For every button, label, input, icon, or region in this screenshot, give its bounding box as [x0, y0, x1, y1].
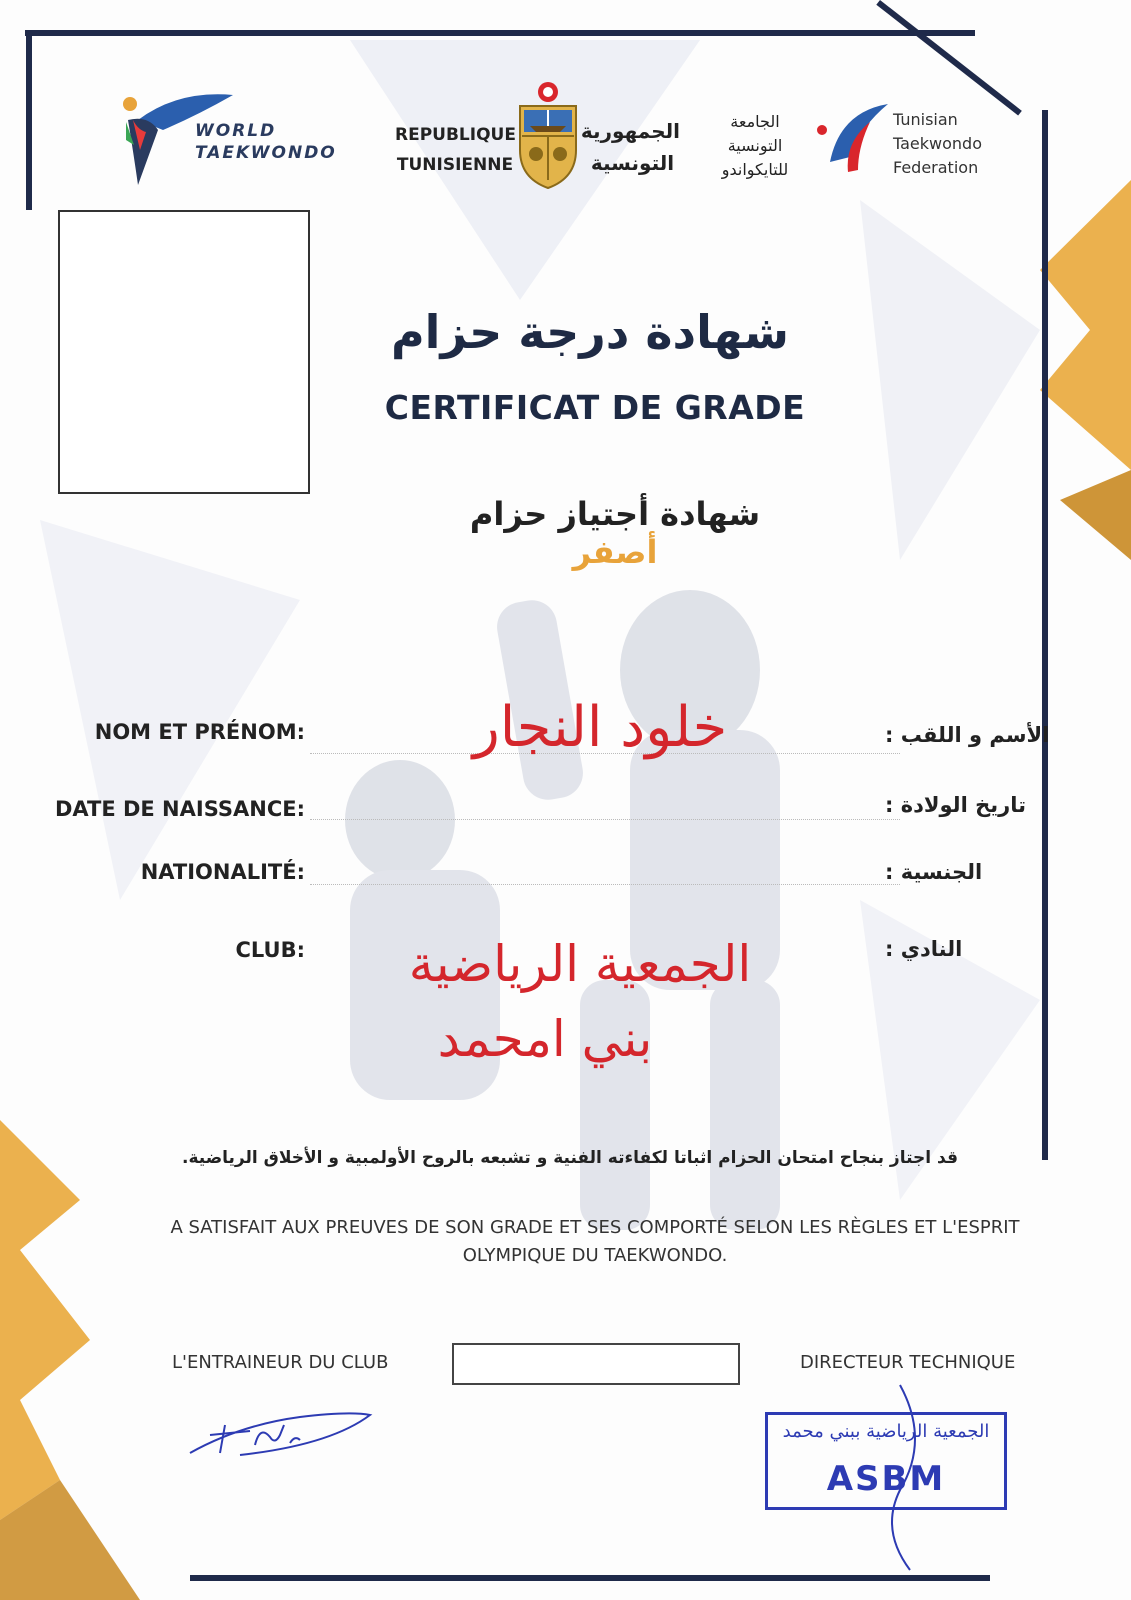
- frame-line-left: [26, 30, 32, 210]
- federation-ar: [700, 110, 810, 182]
- label-nationality-fr: NATIONALITÉ:: [140, 860, 305, 884]
- stamp-ar-text: الجمعية الرياضية ببني محمد: [782, 1421, 990, 1442]
- republic-fr-line-2: TUNISIENNE: [396, 155, 514, 175]
- coach-handwritten-signature: [180, 1395, 380, 1465]
- title-fr: CERTIFICAT DE GRADE: [384, 388, 806, 427]
- label-birthdate-ar: تاريخ الولادة :: [885, 793, 1026, 817]
- belt-prefix: شهادة أجتياز حزام: [469, 495, 761, 533]
- label-name-fr: NOM ET PRÉNOM:: [94, 720, 305, 744]
- federation-ar-line-1: الجامعة: [730, 112, 780, 131]
- federation-en-line-2: Taekwondo: [893, 134, 982, 153]
- frame-line-top: [25, 30, 975, 36]
- federation-en: [893, 108, 982, 180]
- label-name-ar: الأسم و اللقب :: [885, 723, 1050, 747]
- belt-color: أصفر: [572, 533, 658, 571]
- taekwondo-fighters-watermark: [330, 560, 850, 1280]
- federation-ar-line-2: التونسية: [727, 136, 783, 155]
- world-taekwondo-text: [195, 120, 337, 164]
- director-signature-label: DIRECTEUR TECHNIQUE: [800, 1352, 1016, 1373]
- label-nationality-ar: الجنسية :: [885, 860, 983, 884]
- republic-ar-line-1: الجمهورية: [580, 119, 680, 143]
- club-value-line-2: بني امحمد: [437, 1010, 653, 1068]
- statement-fr: [130, 1214, 1060, 1270]
- frame-line-right: [1042, 110, 1048, 1160]
- name-value: خلود النجار: [472, 695, 728, 760]
- title-ar: شهادة درجة حزام: [390, 305, 790, 359]
- label-birthdate-fr: DATE DE NAISSANCE:: [54, 797, 305, 821]
- field-line-birthdate: [310, 818, 900, 820]
- gold-ribbon-right: [1040, 180, 1131, 470]
- federation-en-line-3: Federation: [893, 158, 979, 177]
- wt-line-2: TAEKWONDO: [195, 143, 337, 163]
- republic-fr-line-1: REPUBLIQUE: [395, 125, 516, 145]
- stamp-en-text: ASBM: [826, 1459, 946, 1499]
- statement-fr-line-2: OLYMPIQUE DU TAEKWONDO.: [462, 1245, 728, 1266]
- gold-ribbon-left: [0, 1120, 90, 1520]
- tunisia-coat-of-arms-icon: [514, 80, 582, 190]
- club-value-line-1: الجمعية الرياضية: [408, 935, 752, 993]
- photo-box: [58, 210, 310, 494]
- republic-ar: [580, 115, 680, 179]
- tunisian-taekwondo-federation-logo-icon: [810, 102, 890, 174]
- federation-ar-line-3: للتايكواندو: [721, 160, 789, 179]
- statement-fr-line-1: A SATISFAIT AUX PREUVES DE SON GRADE ET SES COMPORTÉ SELON LES RÈGLES ET L'ESPRIT: [170, 1217, 1020, 1238]
- statement-ar: قد اجتاز بنجاح امتحان الحزام اثباتا لكفاءته الفنية و تشبعه بالروح الأولمبية و الأخلاق الرياضية.: [182, 1148, 958, 1168]
- wt-line-1: WORLD: [195, 121, 277, 141]
- federation-en-line-1: Tunisian: [893, 110, 958, 129]
- field-line-nationality: [310, 883, 900, 885]
- faint-shape-3: [40, 520, 300, 900]
- club-stamp: [765, 1412, 1007, 1510]
- label-club-ar: النادي :: [885, 937, 963, 961]
- faint-shape-2: [860, 200, 1040, 560]
- belt-title: [430, 495, 800, 571]
- republic-fr: [395, 120, 515, 180]
- label-club-fr: CLUB:: [235, 938, 305, 962]
- signature-box: [452, 1343, 740, 1385]
- coach-signature-label: L'ENTRAINEUR DU CLUB: [172, 1352, 389, 1373]
- republic-ar-line-2: التونسية: [590, 151, 675, 175]
- gold-ribbon-right-shade: [1060, 470, 1131, 560]
